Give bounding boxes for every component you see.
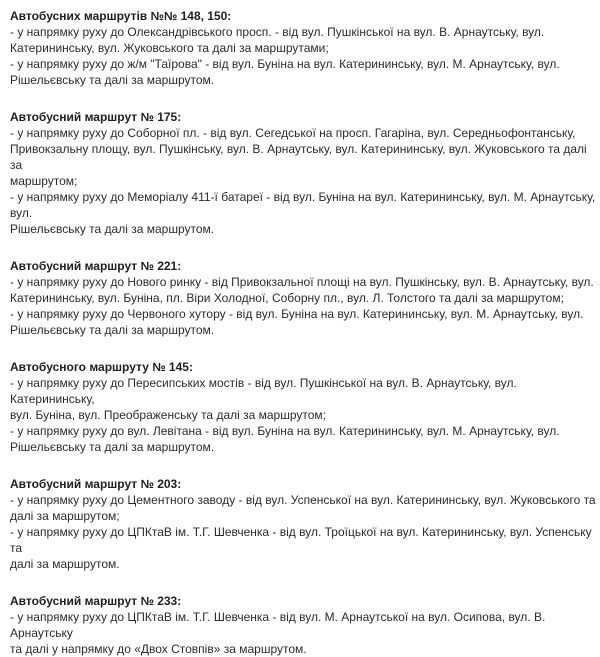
route-title: Автобусного маршруту № 145: xyxy=(10,360,193,374)
route-title: Автобусних маршрутів №№ 148, 150: xyxy=(10,9,232,23)
route-title: Автобусний маршрут № 233: xyxy=(10,594,182,608)
route-line: маршрутом; xyxy=(10,174,78,188)
route-title: Автобусний маршрут № 175: xyxy=(10,110,182,124)
route-line: - у напрямку руху до Червоного хутору - від вул. Буніна на вул. Катерининську, вул. М. Арнаутську, вул. xyxy=(10,307,584,321)
route-line: - у напрямку руху до Пересипських мостів - від вул. Пушкінської на вул. В. Арнаутську, вул. Катерининську, xyxy=(10,376,517,406)
route-line: - у напрямку руху до ЦПКтаВ ім. Т.Г. Шевченка - від вул. М. Арнаутської на вул. Осипова, вул. В. Арнаутську xyxy=(10,610,546,640)
route-title: Автобусний маршрут № 203: xyxy=(10,477,182,491)
route-line: вул. Буніна, вул. Преображенську та далі за маршрутом; xyxy=(10,408,327,422)
route-line: Рішельєвську та далі за маршрутом. xyxy=(10,323,215,337)
route-line: далі за маршрутом. xyxy=(10,557,120,571)
route-line: - у напрямку руху до Нового ринку - від Привокзальної площі на вул. Пушкінську, вул. В. Арнаутську, вул. xyxy=(10,275,594,289)
route-line: Катерининську, вул. Буніна, пл. Віри Холодної, Соборну пл., вул. Л. Толстого та далі за маршрутом; xyxy=(10,291,564,305)
route-section-221 xyxy=(10,258,600,338)
route-line: далі за маршрутом; xyxy=(10,509,120,523)
route-line: Катерининську, вул. Жуковського та далі за маршрутами; xyxy=(10,41,329,55)
route-line: - у напрямку руху до вул. Левітана - від вул. Буніна на вул. Катерининську, вул. М. Арнаутську, вул. xyxy=(10,424,560,438)
route-section-233 xyxy=(10,593,600,657)
route-line: - у напрямку руху до Соборної пл. - від вул. Сегедської на просп. Гагаріна, вул. Середньофонтанську, xyxy=(10,126,576,140)
route-section-148-150 xyxy=(10,8,600,88)
route-section-203 xyxy=(10,476,600,572)
route-line: та далі у напрямку до «Двох Стовпів» за маршрутом. xyxy=(10,642,307,656)
route-section-175 xyxy=(10,109,600,237)
route-line: - у напрямку руху до Олександрівського просп. - від вул. Пушкінської на вул. В. Арнаутську, вул. xyxy=(10,25,545,39)
route-line: - у напрямку руху до ж/м "Таїрова" - від вул. Буніна на вул. Катерининську, вул. М. Арнаутську, вул. xyxy=(10,57,560,71)
route-line: Рішельєвську та далі за маршрутом. xyxy=(10,440,215,454)
route-title: Автобусний маршрут № 221: xyxy=(10,259,182,273)
route-line: Рішельєвську та далі за маршрутом. xyxy=(10,222,215,236)
route-line: Привокзальну площу, вул. Пушкінську, вул. В. Арнаутську, вул. Катерининську, вул. Жуковського та далі за xyxy=(10,142,587,172)
route-line: Рішельєвську та далі за маршрутом. xyxy=(10,73,215,87)
route-line: - у напрямку руху до ЦПКтаВ ім. Т.Г. Шевченка - від вул. Троїцької на вул. Катерининську, вул. Успенську та xyxy=(10,525,592,555)
route-section-145 xyxy=(10,359,600,455)
route-line: - у напрямку руху до Меморіалу 411-ї батареї - від вул. Буніна на вул. Катерининську, вул. М. Арнаутську, вул. xyxy=(10,190,596,220)
route-line: - у напрямку руху до Цементного заводу - від вул. Успенської на вул. Катерининську, вул. Жуковського та xyxy=(10,493,596,507)
